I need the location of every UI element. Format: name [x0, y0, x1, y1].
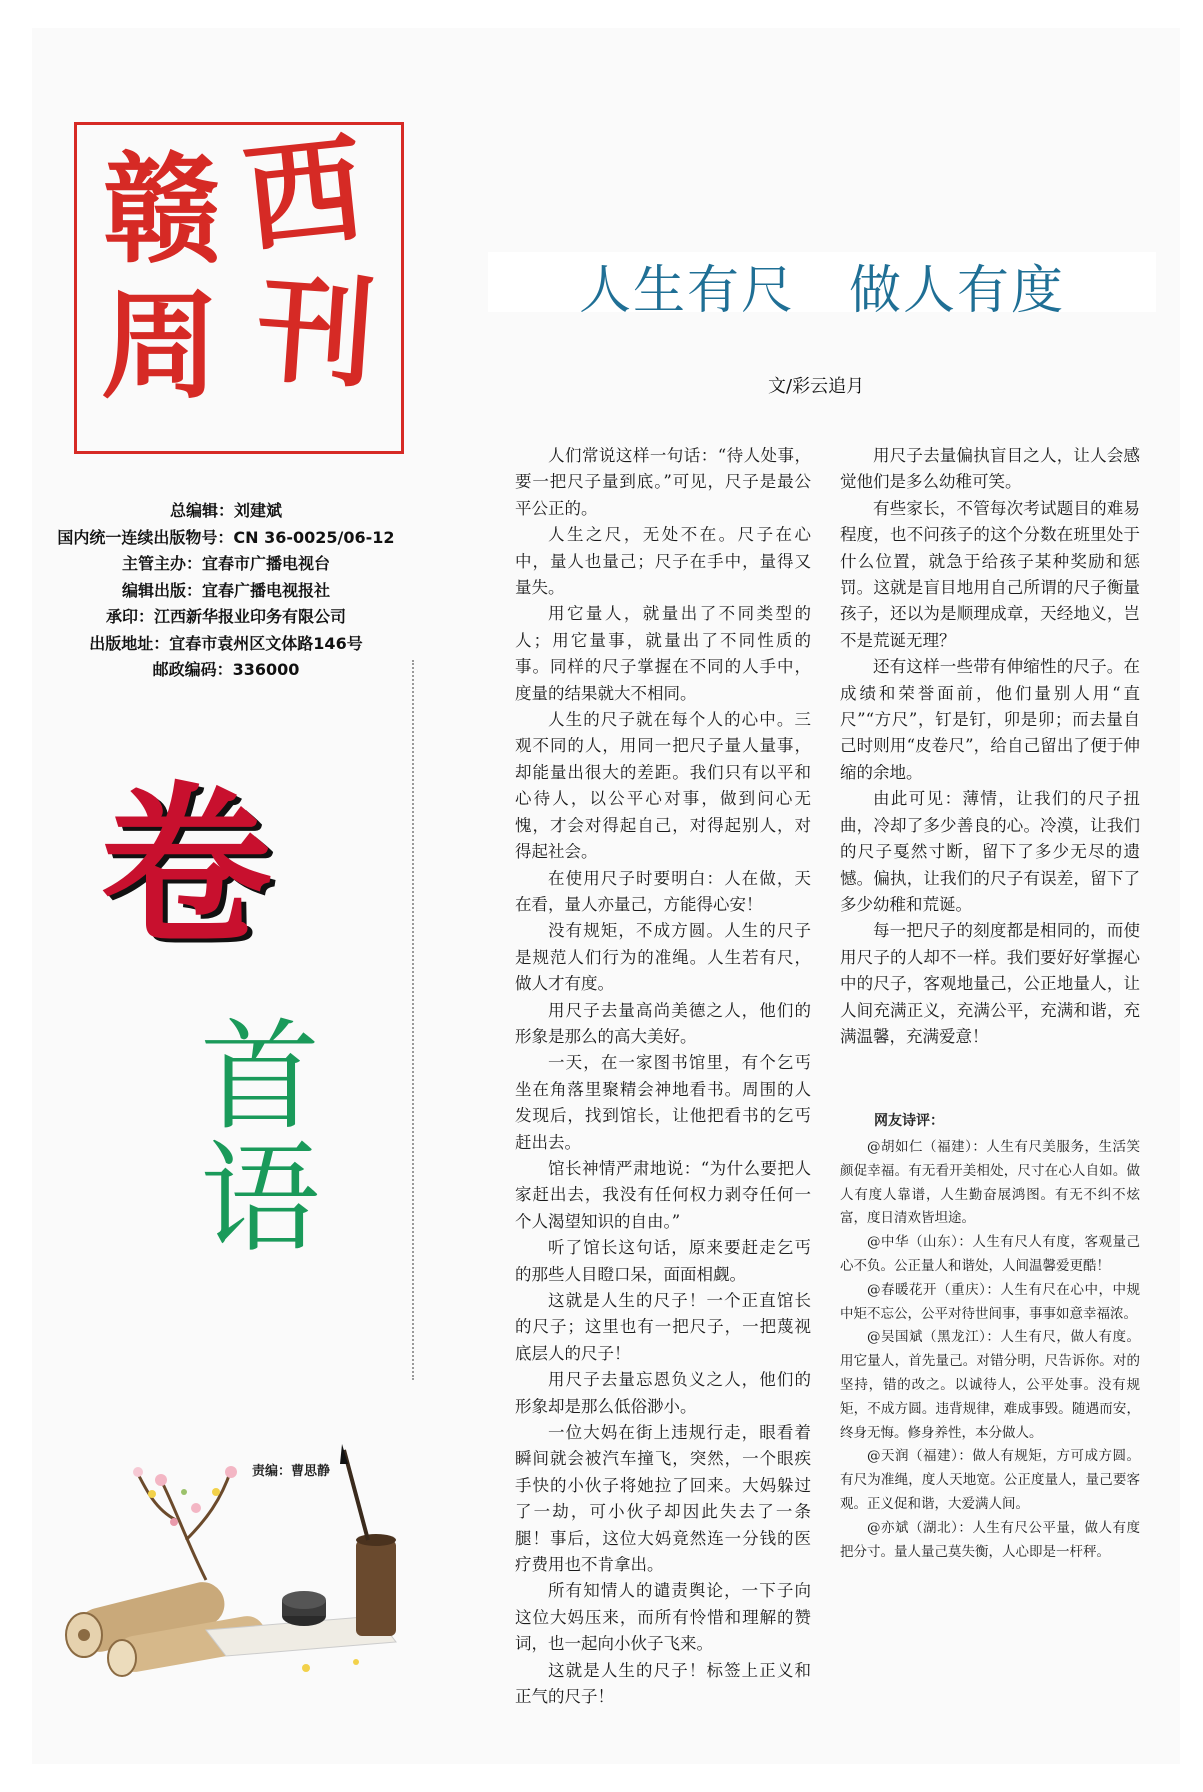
info-sponsor: 主管主办：宜春市广播电视台	[121, 554, 330, 573]
comment-item: @胡如仁（福建）：人生有尺美服务，生活笑颜促幸福。有无看开美相处，尺寸在心人自如。做人有度人靠谱，人生勤奋展鸿图。有无不纠不炫富，度日清欢皆坦途。	[840, 1139, 1140, 1227]
paragraph: 听了馆长这句话，原来要赶走乞丐的那些人目瞪口呆，面面相觑。	[515, 1238, 811, 1284]
comments-title: 网友诗评：	[874, 1113, 944, 1129]
paragraph: 在使用尺子时要明白：人在做，天在看，量人亦量己，方能得心安！	[515, 868, 811, 914]
masthead-char-xi: 西	[238, 118, 370, 269]
column-title-yu: 语	[200, 1130, 320, 1269]
paragraph: 一位大妈在街上违规行走，眼看着瞬间就会被汽车撞飞，突然，一个眼疾手快的小伙子将她拉了回来。大妈躲过了一劫，可小伙子却因此失去了一条腿！事后，这位大妈竟然连一分钱的医疗费用也不肯拿出。	[515, 1423, 811, 1575]
plum-blossom-icon	[133, 1466, 237, 1580]
article-byline: 文/彩云追月	[768, 376, 865, 397]
paragraph: 有些家长，不管每次考试题目的难易程度，也不问孩子的这个分数在班里处于什么位置，就急于给孩子某种奖励和惩罚。这就是盲目地用自己所谓的尺子衡量孩子，还以为是顺理成章，天经地义，岂不是荒诞无理？	[840, 498, 1140, 650]
article-column-1	[515, 443, 811, 1711]
paragraph: 用尺子去量偏执盲目之人，让人会感觉他们是多么幼稚可笑。	[840, 446, 1140, 492]
info-address: 出版地址：宜春市袁州区文体路146号	[89, 633, 363, 653]
paragraph: 人生之尺，无处不在。尺子在心中，量人也量己；尺子在手中，量得又量失。	[515, 525, 811, 598]
paragraph: 还有这样一些带有伸缩性的尺子。在成绩和荣誉面前，他们量别人用“直尺”“方尺”，钉是钉，卯是卯；而去量自己时则用“皮卷尺”，给自己留出了便于伸缩的余地。	[840, 657, 1140, 782]
paragraph: 所有知情人的谴责舆论，一下子向这位大妈压来，而所有怜惜和理解的赞词，也一起向小伙子飞来。	[515, 1581, 811, 1654]
comments-list	[840, 1136, 1140, 1564]
paragraph: 一天，在一家图书馆里，有个乞丐坐在角落里聚精会神地看书。周围的人发现后，找到馆长，让他把看书的乞丐赶出去。	[515, 1053, 811, 1152]
paragraph: 这就是人生的尺子！一个正直馆长的尺子；这里也有一把尺子，一把蔑视底层人的尺子！	[515, 1291, 811, 1363]
responsible-editor: 责编：曹思静	[252, 1464, 331, 1479]
comment-item: @亦斌（湖北）：人生有尺公平量，做人有度把分寸。量人量己莫失衡，人心即是一杆秤。	[840, 1519, 1140, 1560]
paragraph: 馆长神情严肃地说：“为什么要把人家赶出去，我没有任何权力剥夺任何一个人渴望知识的自由。”	[515, 1158, 811, 1231]
masthead-logo	[74, 118, 404, 454]
masthead-char-kan: 刊	[252, 258, 380, 405]
paragraph: 用它量人，就量出了不同类型的人；用它量事，就量出了不同性质的事。同样的尺子掌握在不同的人手中，度量的结果就大不相同。	[515, 604, 811, 703]
paragraph: 用尺子去量忘恩负义之人，他们的形象却是那么低俗渺小。	[515, 1370, 811, 1416]
masthead-char-gan: 赣	[103, 140, 222, 279]
comment-item: @中华（山东）：人生有尺人有度，客观量己心不负。公正量人和谐处，人间温馨爱更酷！	[840, 1234, 1140, 1274]
info-chief-editor: 总编辑：刘建斌	[169, 501, 282, 520]
publication-info	[30, 498, 422, 684]
info-printer: 承印：江西新华报业印务有限公司	[105, 607, 346, 626]
vertical-divider	[412, 660, 414, 1380]
article-column-2	[840, 443, 1140, 1050]
paragraph: 每一把尺子的刻度都是相同的，而使用尺子的人却不一样。我们要好好掌握心中的尺子，客观地量己，公正地量人，让人间充满正义，充满公平，充满和谐，充满温馨，充满爱意！	[840, 921, 1140, 1046]
info-serial-number: 国内统一连续出版物号：CN 36-0025/06-12	[57, 527, 395, 547]
masthead-char-zhou: 周	[101, 276, 220, 415]
paragraph: 用尺子去量高尚美德之人，他们的形象是那么的高大美好。	[515, 1000, 811, 1046]
paragraph: 人生的尺子就在每个人的心中。三观不同的人，用同一把尺子量人量事，却能量出很大的差距。我们只有以平和心待人，以公平心对事，做到问心无愧，才会对得起自己，对得起别人，对得起社会。	[515, 710, 811, 862]
comment-item: @吴国斌（黑龙江）：人生有尺，做人有度。用它量人，首先量己。对错分明，尺告诉你。对的坚持，错的改之。以诚待人，公平处事。没有规矩，不成方圆。违背规律，难成事毁。随遇而安，终身无悔。修身养性，本分做人。	[840, 1329, 1140, 1441]
comment-item: @春暖花开（重庆）：人生有尺在心中，中规中矩不忘公，公平对待世间事，事事如意幸福浓。	[840, 1281, 1140, 1322]
info-publisher: 编辑出版：宜春广播电视报社	[121, 580, 330, 600]
brush-icon	[340, 1444, 396, 1636]
inkstone-icon	[282, 1591, 326, 1626]
paragraph: 人们常说这样一句话：“待人处事，要一把尺子量到底。”可见，尺子是最公平公正的。	[515, 446, 811, 518]
paragraph: 没有规矩，不成方圆。人生的尺子是规范人们行为的准绳。人生若有尺，做人才有度。	[515, 921, 811, 994]
paragraph: 由此可见：薄情，让我们的尺子扭曲，冷却了多少善良的心。冷漠，让我们的尺子戛然寸断，留下了多少无尽的遗憾。偏执，让我们的尺子有误差，留下了多少幼稚和荒诞。	[840, 789, 1140, 914]
article-headline: 人生有尺 做人有度	[578, 261, 1065, 321]
column-title-shou: 首	[200, 1008, 320, 1147]
column-title-juan: 卷	[100, 764, 272, 967]
info-postcode: 邮政编码：336000	[152, 660, 300, 679]
scroll-rolls	[66, 1578, 268, 1676]
comment-item: @天润（福建）：做人有规矩，方可成方圆。有尺为准绳，度人天地宽。公正度量人，量己要客观。正义促和谐，大爱满人间。	[840, 1448, 1140, 1512]
scroll-illustration-icon	[56, 1430, 436, 1680]
paragraph: 这就是人生的尺子！标签上正义和正气的尺子！	[515, 1660, 811, 1707]
